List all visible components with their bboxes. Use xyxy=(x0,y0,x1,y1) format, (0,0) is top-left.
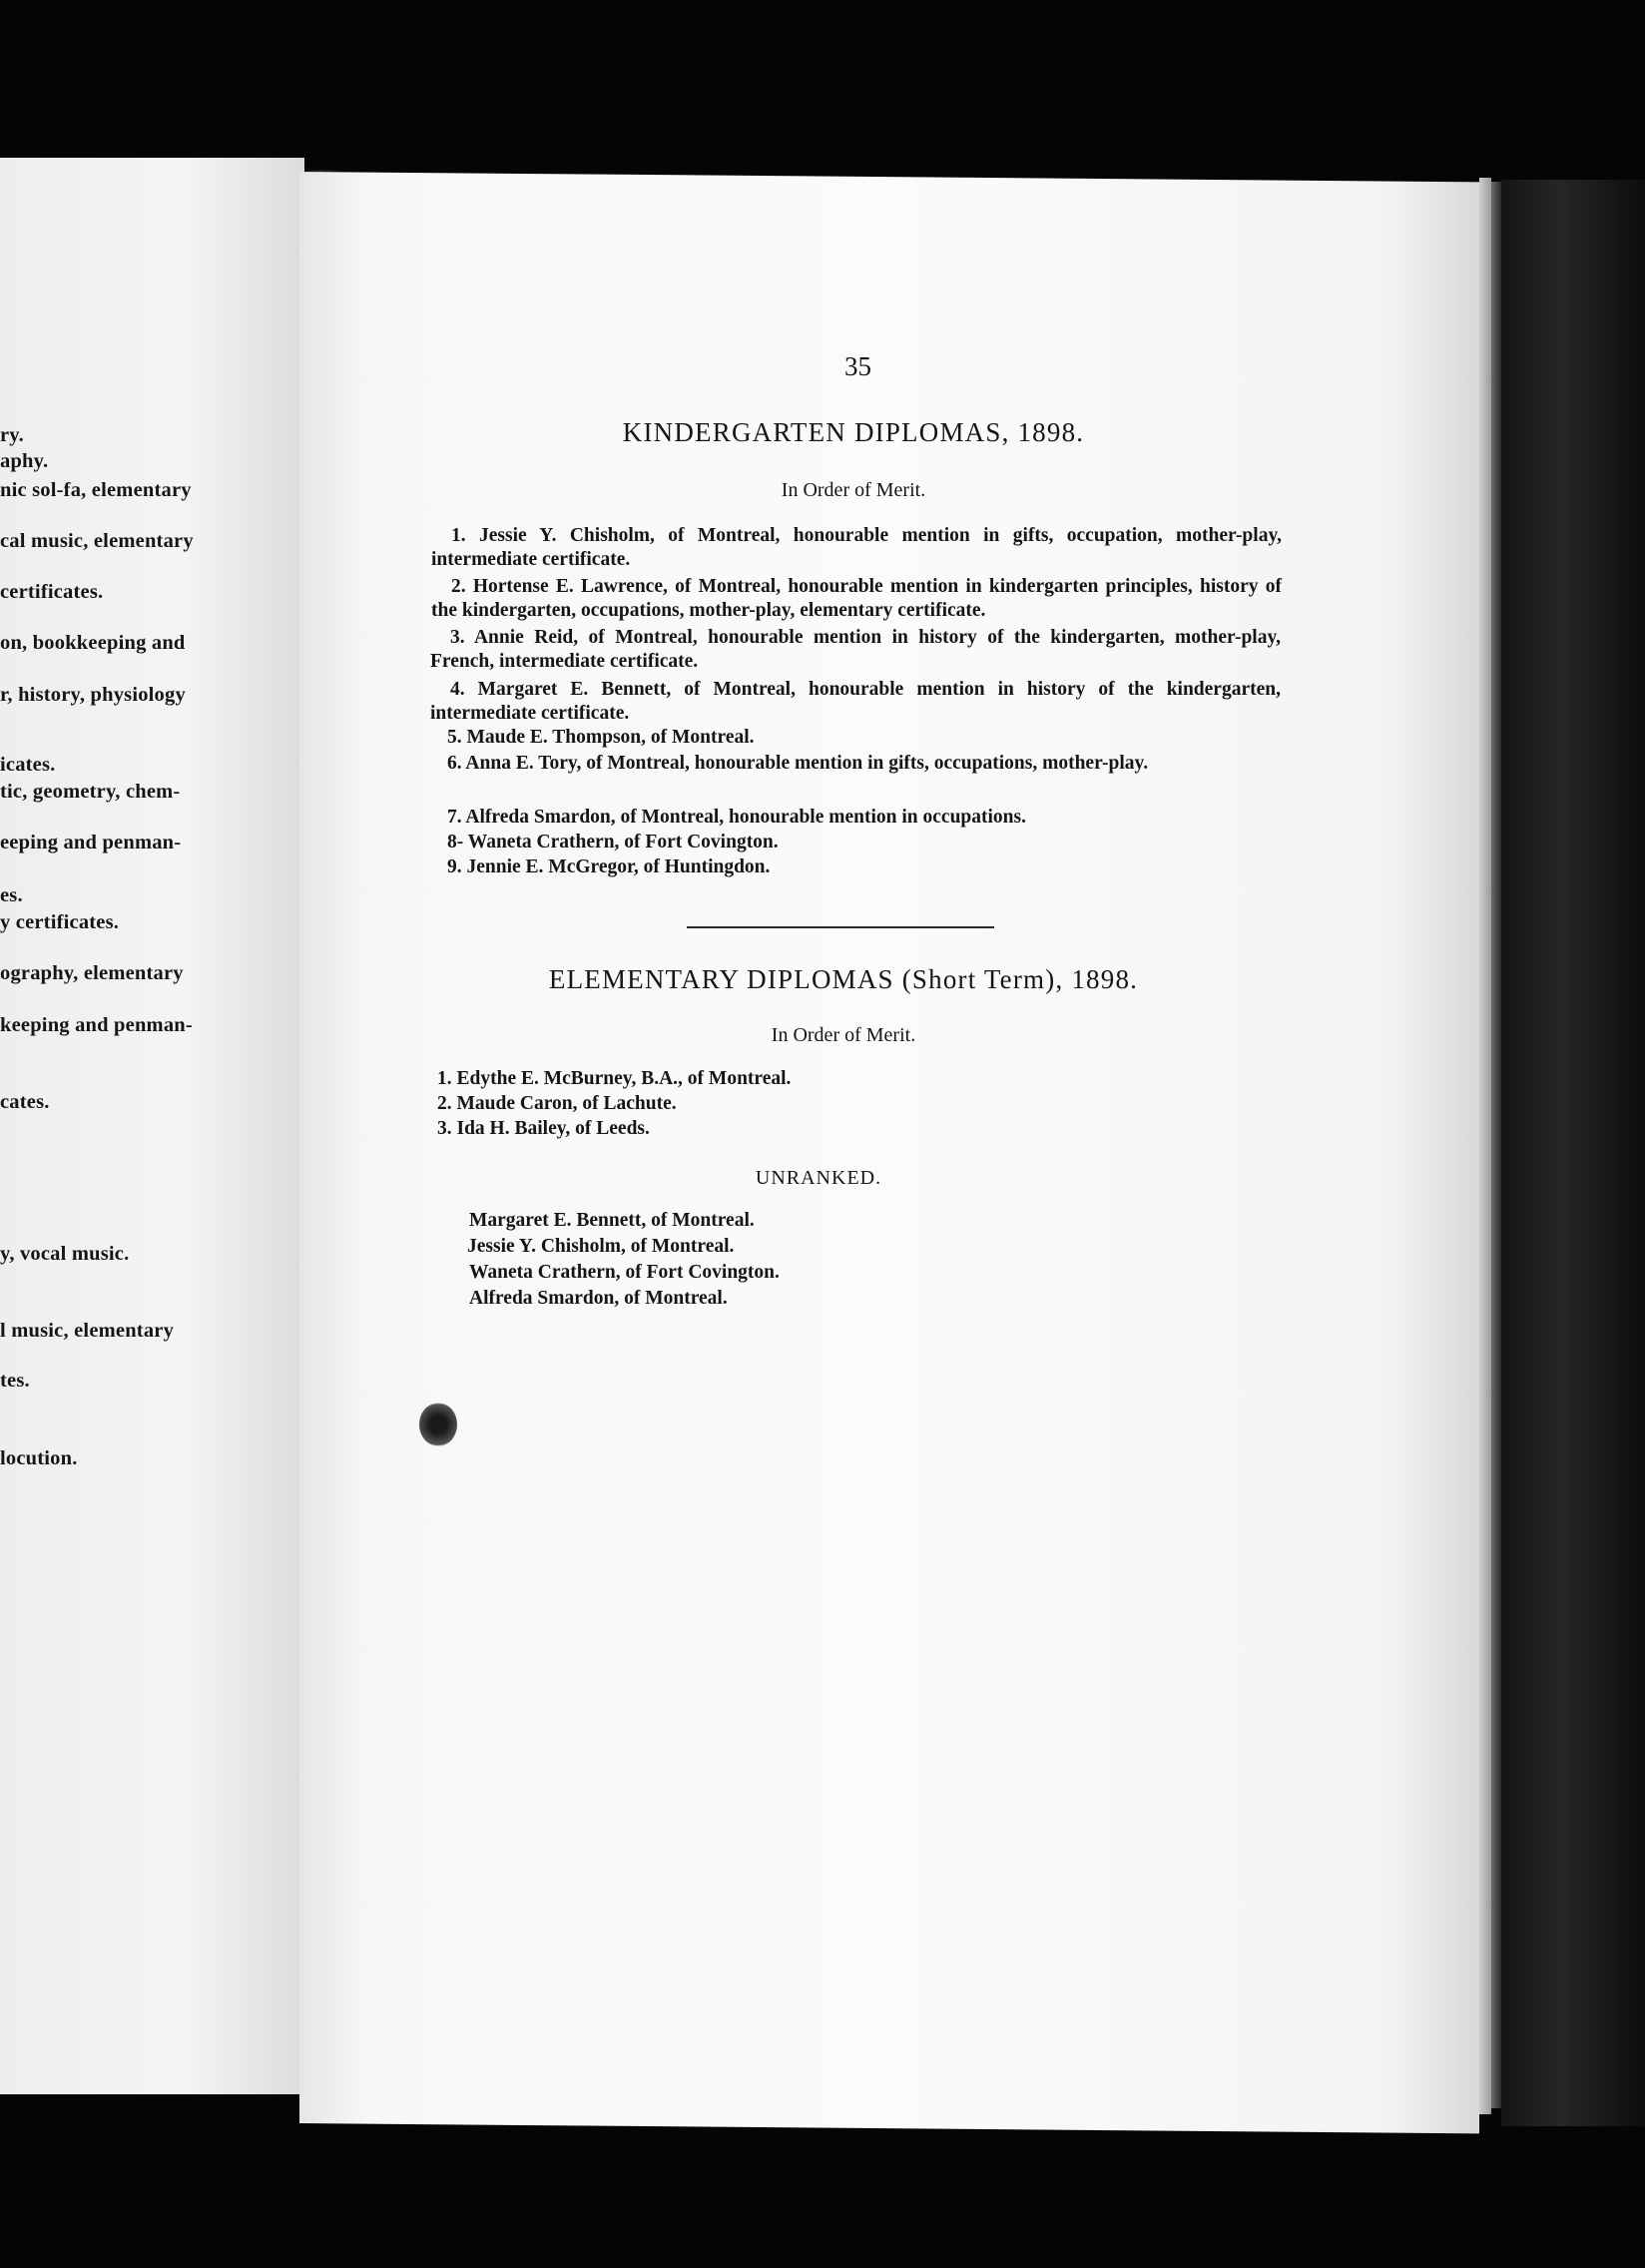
unranked-entry: Jessie Y. Chisholm, of Montreal. xyxy=(467,1236,735,1257)
kindergarten-entry-6: 6. Anna E. Tory, of Montreal, honourable mention in gifts, occupations, mother-play. xyxy=(447,753,1149,774)
left-page-line: eeping and penman- xyxy=(0,832,182,853)
left-page-line: ry. xyxy=(0,424,24,446)
page-paper xyxy=(299,172,1479,2133)
left-page-line: cates. xyxy=(0,1091,50,1113)
left-page-line: es. xyxy=(0,884,23,906)
kindergarten-entry-8: 8- Waneta Crathern, of Fort Covington. xyxy=(447,832,779,852)
kindergarten-title: KINDERGARTEN DIPLOMAS, 1898. xyxy=(622,417,1085,447)
left-page-line: locution. xyxy=(0,1447,78,1469)
kindergarten-entry-9: 9. Jennie E. McGregor, of Huntingdon. xyxy=(447,856,771,877)
elementary-entry-3: 3. Ida H. Bailey, of Leeds. xyxy=(437,1118,650,1139)
elementary-subtitle: In Order of Merit. xyxy=(771,1024,916,1046)
left-page-line: y certificates. xyxy=(0,911,120,933)
kindergarten-entry-1: 1. Jessie Y. Chisholm, of Montreal, honourable mention in gifts, occupation, mother-play, intermediate certificate. xyxy=(431,525,1282,570)
left-page-line: r, history, physiology xyxy=(0,684,186,706)
kindergarten-subtitle: In Order of Merit. xyxy=(781,479,926,501)
unranked-entry: Margaret E. Bennett, of Montreal. xyxy=(469,1210,755,1231)
kindergarten-entry-4: 4. Margaret E. Bennett, of Montreal, honourable mention in history of the kindergarten, intermediate certificate. xyxy=(430,679,1281,724)
unranked-entry: Alfreda Smardon, of Montreal. xyxy=(469,1288,728,1309)
left-page-line: icates. xyxy=(0,754,56,776)
section-divider xyxy=(687,926,994,928)
page-number: 35 xyxy=(844,351,871,381)
previous-page-fragment xyxy=(0,158,304,2094)
unranked-entry: Waneta Crathern, of Fort Covington. xyxy=(469,1262,780,1283)
book-cover-edge xyxy=(1501,180,1645,2126)
elementary-title: ELEMENTARY DIPLOMAS (Short Term), 1898. xyxy=(548,964,1139,994)
elementary-entry-2: 2. Maude Caron, of Lachute. xyxy=(437,1093,677,1114)
kindergarten-entry-2: 2. Hortense E. Lawrence, of Montreal, honourable mention in kindergarten principles, history of the kindergarten, occupations, mother-play, elementary certificate. xyxy=(431,576,1282,621)
left-page-line: l music, elementary xyxy=(0,1320,175,1342)
page-stack-edge xyxy=(1491,182,1501,2108)
left-page-line: aphy. xyxy=(0,450,49,472)
left-page-line: tic, geometry, chem- xyxy=(0,781,181,803)
ink-stain xyxy=(419,1403,457,1446)
left-page-line: keeping and penman- xyxy=(0,1014,193,1036)
elementary-entry-1: 1. Edythe E. McBurney, B.A., of Montreal. xyxy=(437,1068,792,1089)
left-page-line: ography, elementary xyxy=(0,962,184,984)
kindergarten-entry-7: 7. Alfreda Smardon, of Montreal, honourable mention in occupations. xyxy=(447,807,1026,828)
page-edge xyxy=(1479,178,1491,2114)
unranked-heading: UNRANKED. xyxy=(755,1167,882,1189)
left-page-line: tes. xyxy=(0,1370,30,1392)
left-page-line: on, bookkeeping and xyxy=(0,632,186,654)
left-page-line: nic sol-fa, elementary xyxy=(0,479,192,501)
left-page-line: y, vocal music. xyxy=(0,1243,130,1265)
kindergarten-entry-5: 5. Maude E. Thompson, of Montreal. xyxy=(447,727,755,748)
kindergarten-entry-3: 3. Annie Reid, of Montreal, honourable mention in history of the kindergarten, mother-play, French, intermediate certificate. xyxy=(430,627,1281,672)
left-page-line: cal music, elementary xyxy=(0,530,194,552)
left-page-line: certificates. xyxy=(0,581,104,603)
